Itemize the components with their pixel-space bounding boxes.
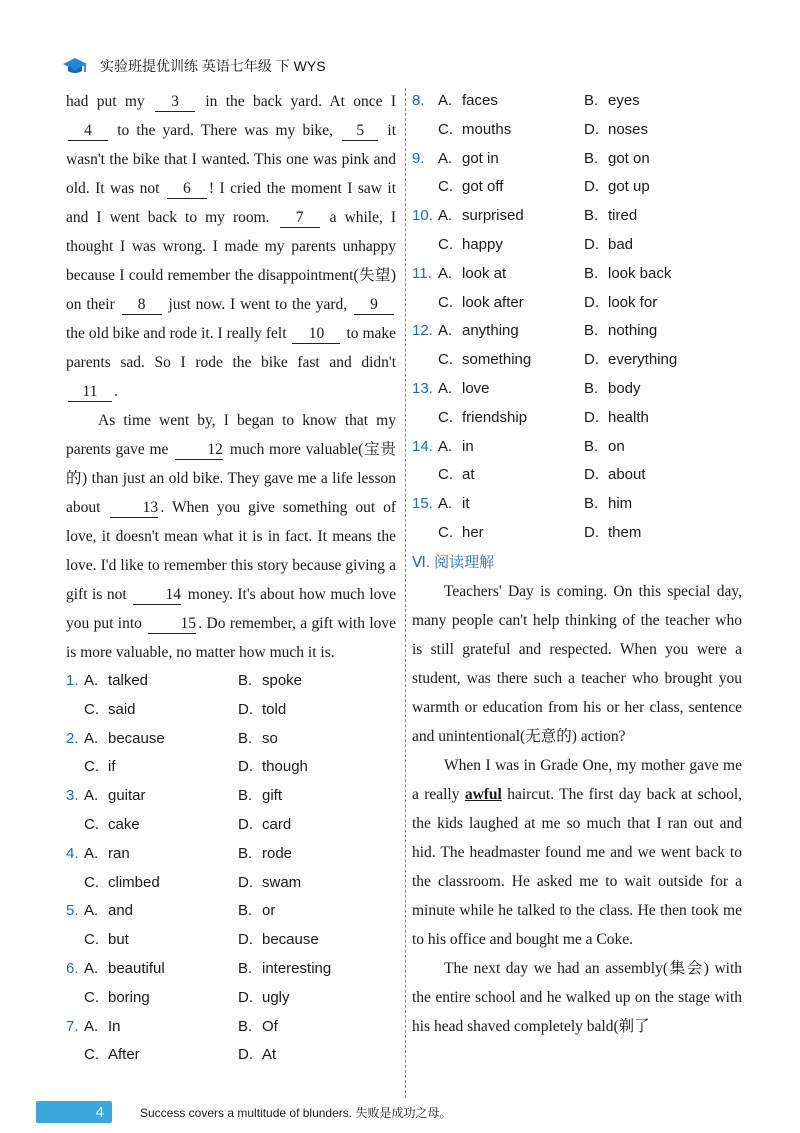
reading-paragraph-3: The next day we had an assembly(集会) with the entire school and he walked up on the stage with his head shaved completely bald(剃了: [412, 959, 742, 1035]
question-row: [66, 869, 396, 898]
passage-text: had put my: [66, 93, 145, 110]
blank-4: 4: [68, 122, 108, 141]
option-c: but: [108, 931, 129, 949]
passage-text: . When you give something out of love, it doesn't mean what it is in fact. It means the love. I'd like to remember this story because giving a gift is not: [66, 499, 397, 603]
passage-text: to make parents sad. So I rode the bike fast and didn't: [66, 325, 397, 371]
question-number: 4.: [66, 844, 79, 862]
option-letter: B.: [238, 1017, 253, 1035]
question-number: 6.: [66, 959, 79, 977]
right-column: [412, 87, 742, 1041]
option-letter: B.: [238, 787, 253, 805]
passage-text: to the yard. There was my bike,: [117, 122, 334, 139]
option-d: noses: [608, 120, 649, 138]
option-b: so: [262, 729, 278, 747]
option-a: it: [462, 495, 470, 513]
option-d: about: [608, 466, 646, 484]
option-d: At: [262, 1046, 277, 1064]
question-row: [412, 87, 742, 116]
option-letter: B.: [584, 437, 599, 455]
option-letter: B.: [238, 959, 253, 977]
option-letter: B.: [584, 495, 599, 513]
option-letter: A.: [438, 92, 453, 109]
page-footer: [36, 1100, 451, 1124]
question-row: [66, 667, 396, 696]
option-c: if: [108, 758, 116, 776]
reading-text: When I was in Grade One, my mother gave me a really: [412, 756, 742, 803]
question-number: 14.: [412, 437, 433, 455]
option-letter: C.: [84, 758, 99, 776]
option-a: got in: [462, 149, 499, 167]
option-b: gift: [262, 787, 283, 805]
option-letter: C.: [438, 408, 453, 426]
blank-3: 3: [155, 93, 195, 112]
option-letter: D.: [238, 988, 253, 1006]
option-letter: B.: [584, 379, 599, 397]
question-number: 15.: [412, 495, 433, 513]
blank-15: 15: [148, 615, 196, 634]
question-row: [412, 289, 742, 318]
option-letter: D.: [584, 523, 599, 541]
question-list-right: [412, 87, 742, 548]
option-a: guitar: [108, 787, 146, 805]
option-d: told: [262, 700, 287, 718]
option-c: look after: [462, 293, 524, 311]
option-a: love: [462, 379, 490, 397]
option-d: though: [262, 758, 308, 776]
option-letter: B.: [238, 672, 253, 689]
option-d: them: [608, 523, 642, 541]
option-letter: C.: [438, 293, 453, 311]
page-number-badge: [36, 1101, 112, 1123]
question-row: [66, 753, 396, 782]
option-letter: A.: [438, 495, 453, 513]
option-letter: C.: [84, 873, 99, 891]
option-a: and: [108, 902, 134, 920]
section-title: Ⅵ. 阅读理解: [412, 553, 495, 571]
option-letter: C.: [438, 523, 453, 541]
option-letter: C.: [438, 351, 453, 369]
question-row: [66, 782, 396, 811]
passage-paragraph-1: [66, 87, 396, 406]
option-b: body: [608, 379, 641, 397]
option-letter: C.: [84, 700, 99, 718]
question-row: [412, 404, 742, 433]
option-c: After: [108, 1046, 140, 1064]
option-a: talked: [108, 672, 149, 689]
question-number: 3.: [66, 787, 79, 805]
page-header: [62, 52, 326, 80]
blank-14: 14: [133, 586, 181, 605]
option-d: health: [608, 408, 649, 426]
option-letter: D.: [238, 1046, 253, 1064]
option-letter: C.: [84, 988, 99, 1006]
blank-10: 10: [292, 325, 340, 344]
question-number: 10.: [412, 207, 433, 225]
option-c: got off: [462, 178, 504, 196]
option-c: mouths: [462, 120, 512, 138]
passage-text: As time went by, I began to know that my parents gave me: [66, 412, 396, 458]
option-letter: D.: [584, 120, 599, 138]
option-d: everything: [608, 351, 678, 369]
question-row: [66, 1041, 396, 1070]
option-letter: B.: [238, 729, 253, 747]
option-letter: B.: [584, 149, 599, 167]
option-letter: A.: [438, 207, 453, 225]
question-row: [66, 955, 396, 984]
question-row: [412, 317, 742, 346]
option-d: got up: [608, 178, 650, 196]
option-d: look for: [608, 293, 658, 311]
option-letter: A.: [84, 902, 99, 920]
option-letter: D.: [238, 873, 253, 891]
reading-text: haircut. The first day back at school, the kids laughed at me so much that I ran out and hid. The headmaster found me and we went back to the classroom. He asked me to wait outside for a minute while he talked to the class. He then took me to his office and bought me a Coke.: [412, 785, 743, 948]
question-row: [412, 519, 742, 548]
option-c: her: [462, 523, 484, 541]
option-c: climbed: [108, 873, 160, 891]
blank-12: 12: [175, 441, 223, 460]
option-d: swam: [262, 873, 302, 891]
option-b: Of: [262, 1017, 278, 1035]
question-number: 5.: [66, 902, 79, 920]
passage-text: ! I cried the moment I saw it and I went back to my room.: [66, 180, 397, 226]
option-letter: A.: [438, 264, 453, 282]
passage-text: .: [114, 383, 118, 400]
header-title: 实验班提优训练 英语七年级 下 WYS: [100, 58, 326, 74]
option-d: ugly: [262, 988, 290, 1006]
option-letter: D.: [238, 700, 253, 718]
question-row: [412, 375, 742, 404]
cloze-passage: [66, 87, 396, 667]
option-a: surprised: [462, 207, 524, 225]
question-row: [66, 725, 396, 754]
blank-7: 7: [280, 209, 320, 228]
question-row: [66, 897, 396, 926]
option-letter: D.: [584, 178, 599, 196]
option-letter: D.: [238, 931, 253, 949]
option-letter: B.: [238, 902, 253, 920]
blank-5: 5: [342, 122, 378, 141]
option-letter: B.: [584, 322, 599, 340]
option-c: boring: [108, 988, 150, 1006]
question-row: [66, 1013, 396, 1042]
option-letter: A.: [438, 149, 453, 167]
option-letter: A.: [84, 672, 99, 689]
option-letter: A.: [84, 787, 99, 805]
option-letter: C.: [438, 120, 453, 138]
question-row: [412, 260, 742, 289]
passage-text: money. It's about how much love you put into: [66, 586, 397, 632]
question-row: [412, 145, 742, 174]
option-letter: D.: [584, 293, 599, 311]
question-row: [412, 173, 742, 202]
option-a: because: [108, 729, 165, 747]
blank-11: 11: [68, 383, 112, 402]
question-row: [66, 696, 396, 725]
question-number: 13.: [412, 379, 433, 397]
reading-passage: [412, 577, 742, 1041]
highlighted-word: awful: [464, 785, 502, 803]
option-letter: C.: [438, 466, 453, 484]
option-c: at: [462, 466, 475, 484]
question-number: 8.: [412, 92, 425, 109]
option-letter: C.: [438, 235, 453, 253]
option-letter: A.: [84, 959, 99, 977]
question-number: 12.: [412, 322, 433, 340]
option-letter: C.: [84, 931, 99, 949]
question-row: [412, 490, 742, 519]
option-b: interesting: [262, 959, 332, 977]
option-d: because: [262, 931, 319, 949]
passage-paragraph-2: [66, 406, 396, 667]
blank-9: 9: [354, 296, 394, 315]
question-number: 9.: [412, 149, 425, 167]
blank-6: 6: [167, 180, 207, 199]
option-letter: A.: [84, 1017, 99, 1035]
option-c: happy: [462, 235, 503, 253]
option-letter: B.: [584, 264, 599, 282]
graduation-cap-icon: [62, 56, 88, 76]
question-row: [66, 811, 396, 840]
question-number: 7.: [66, 1017, 79, 1035]
footer-motto: Success covers a multitude of blunders. 失败是成功之母。: [140, 1105, 452, 1120]
option-b: eyes: [608, 92, 640, 109]
question-row: [66, 984, 396, 1013]
option-a: beautiful: [108, 959, 165, 977]
question-row: [412, 433, 742, 462]
option-a: In: [108, 1017, 121, 1035]
passage-text: . Do remember, a gift with love is more valuable, no matter how much it is.: [66, 615, 397, 661]
option-letter: D.: [584, 235, 599, 253]
left-column: [66, 87, 396, 1070]
passage-text: it wasn't the bike that I wanted. This one was pink and old. It was not: [66, 122, 397, 197]
option-c: cake: [108, 815, 140, 833]
question-number: 11.: [412, 264, 432, 282]
option-letter: D.: [238, 815, 253, 833]
page-number: 4: [95, 1103, 104, 1121]
reading-paragraph-2: [412, 751, 742, 954]
question-row: [412, 231, 742, 260]
option-letter: A.: [438, 437, 453, 455]
option-d: card: [262, 815, 292, 833]
reading-paragraph-1: Teachers' Day is coming. On this special day, many people can't help thinking of the teacher who is still grateful and respected. When you were a student, was there such a teacher who brought you warmth or education from his or her class, sentence and unintentional(无意的) action?: [412, 582, 742, 745]
option-letter: A.: [84, 729, 99, 747]
option-a: ran: [108, 844, 130, 862]
option-c: said: [108, 700, 136, 718]
option-b: or: [262, 902, 276, 920]
option-letter: D.: [584, 408, 599, 426]
option-letter: D.: [584, 351, 599, 369]
option-letter: C.: [438, 178, 453, 196]
question-row: [412, 202, 742, 231]
option-letter: A.: [438, 322, 453, 340]
passage-text: just now. I went to the yard,: [168, 296, 348, 313]
option-b: look back: [608, 264, 672, 282]
option-a: look at: [462, 264, 507, 282]
passage-text: the old bike and rode it. I really felt: [66, 325, 287, 342]
option-d: bad: [608, 235, 634, 253]
option-letter: C.: [84, 1046, 99, 1064]
option-letter: B.: [584, 92, 599, 109]
option-b: on: [608, 437, 625, 455]
option-letter: D.: [238, 758, 253, 776]
option-b: rode: [262, 844, 293, 862]
option-a: in: [462, 437, 474, 455]
question-number: 2.: [66, 729, 79, 747]
option-c: friendship: [462, 408, 528, 426]
option-letter: C.: [84, 815, 99, 833]
passage-text: a while, I thought I was wrong. I made my parents unhappy because I could remember the disappointment(失望) on their: [66, 209, 397, 313]
blank-13: 13: [110, 499, 158, 518]
passage-text: much more valuable(宝贵的) than just an old bike. They gave me a life lesson about: [66, 441, 397, 516]
passage-text: in the back yard. At once I: [205, 93, 397, 110]
option-b: spoke: [262, 672, 303, 689]
option-letter: B.: [584, 207, 599, 225]
question-list-left: [66, 667, 396, 1070]
option-letter: D.: [584, 466, 599, 484]
option-c: something: [462, 351, 532, 369]
option-letter: A.: [84, 844, 99, 862]
question-row: [412, 116, 742, 145]
option-letter: A.: [438, 379, 453, 397]
option-a: faces: [462, 92, 498, 109]
question-row: [66, 926, 396, 955]
question-number: 1.: [66, 672, 79, 689]
blank-8: 8: [122, 296, 162, 315]
option-b: tired: [608, 207, 638, 225]
option-b: nothing: [608, 322, 658, 340]
option-b: him: [608, 495, 633, 513]
option-b: got on: [608, 149, 650, 167]
option-letter: B.: [238, 844, 253, 862]
question-row: [412, 461, 742, 490]
column-divider: [405, 88, 406, 1098]
question-row: [66, 840, 396, 869]
question-row: [412, 346, 742, 375]
option-a: anything: [462, 322, 519, 340]
